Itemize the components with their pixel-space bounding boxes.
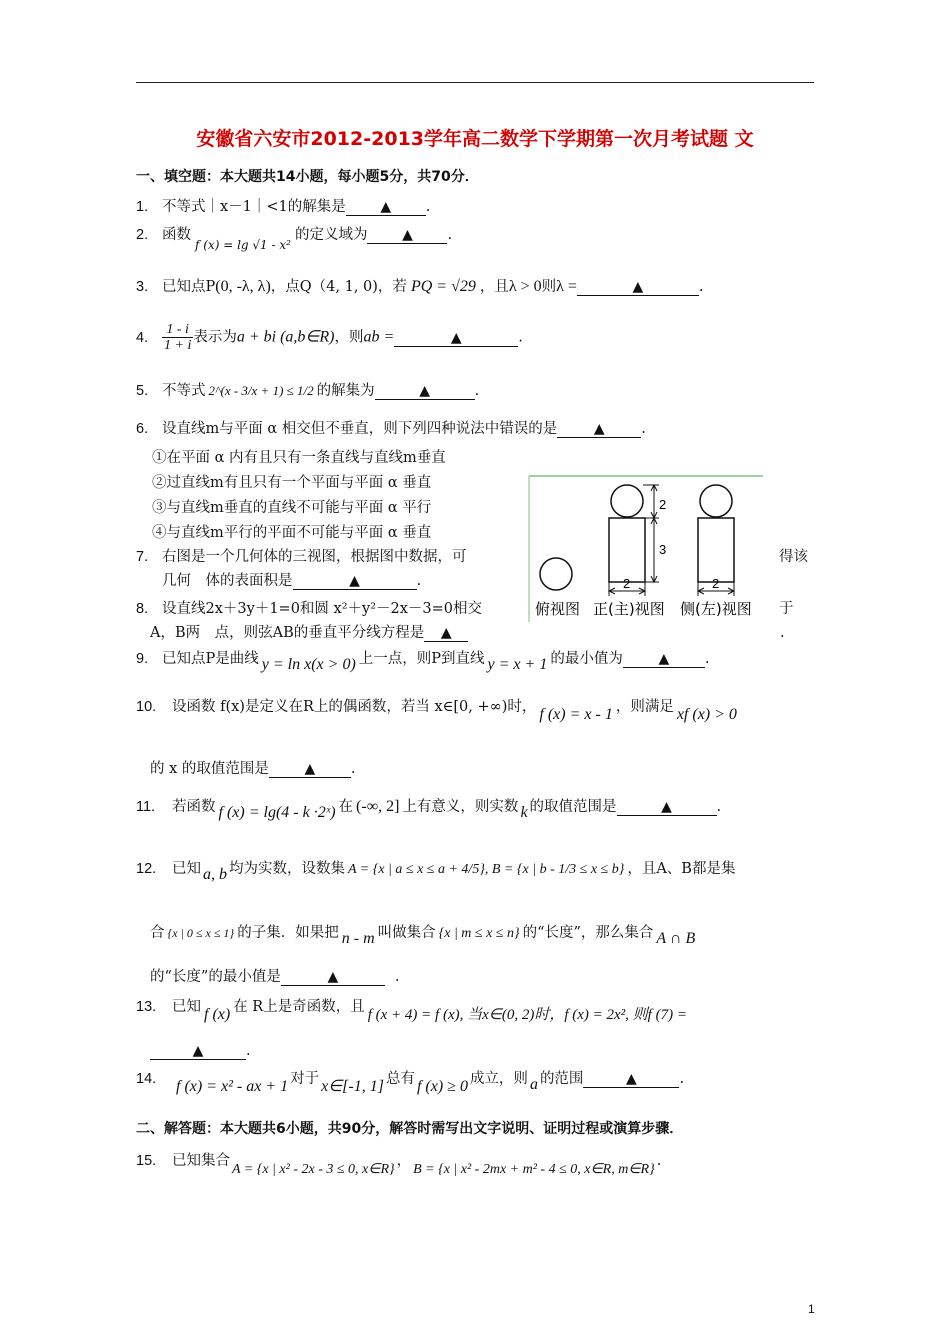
question-text: ，则 <box>334 329 364 346</box>
question-end: . <box>698 279 704 295</box>
formula: A ∩ B <box>656 930 696 947</box>
question-number: 6. <box>136 421 149 437</box>
three-view-drawing <box>527 474 765 624</box>
formula: f (x) = lg(4 - k ·2ˣ) <box>218 804 336 821</box>
question-number: 13. <box>136 999 157 1015</box>
answer-blank: ▲ <box>583 1071 679 1088</box>
answer-blank: ▲ <box>281 969 385 986</box>
question-text: ，则满足 <box>615 699 674 715</box>
question-text: ， <box>396 1153 412 1169</box>
answer-blank: ▲ <box>424 625 468 642</box>
question-number: 15. <box>136 1153 157 1169</box>
formula: (0, -λ, λ) <box>215 278 271 295</box>
formula: {x | 0 ≤ x ≤ 1} <box>167 926 235 940</box>
question-text: 不等式｜x－1｜<1的解集是 <box>162 199 346 215</box>
formula: f (x) ≥ 0 <box>416 1078 468 1095</box>
question-text: 不等式 <box>162 383 206 399</box>
question-number: 10. <box>136 699 157 715</box>
question-8-line2 <box>150 622 830 644</box>
question-12-line3 <box>150 966 830 988</box>
question-end: . <box>416 573 422 589</box>
page-number: 1 <box>808 1302 815 1316</box>
question-end: . <box>656 1153 662 1169</box>
question-text: 右图是一个几何体的三视图，根据图中数据，可 <box>162 549 467 565</box>
question-text: 的 x 的取值范围是 <box>150 761 269 777</box>
option-4: ④与直线m平行的平面不可能与平面 α 垂直 <box>152 525 432 541</box>
question-5 <box>136 380 816 402</box>
question-number: 14. <box>136 1071 157 1087</box>
answer-blank: ▲ <box>150 1043 246 1060</box>
question-9 <box>136 648 816 673</box>
formula: f (x) <box>204 1006 231 1023</box>
formula: λ = <box>556 278 577 295</box>
question-12 <box>136 858 816 881</box>
formula: (-∞, 2] <box>356 798 400 815</box>
question-2 <box>136 224 816 252</box>
question-text: 则 <box>541 279 557 295</box>
formula: a + bi (a,b∈R) <box>236 328 335 346</box>
question-end: . <box>704 651 710 667</box>
formula: {x | m ≤ x ≤ n} <box>438 926 520 941</box>
question-text: 对于 <box>290 1071 320 1087</box>
question-text: ，点Q（4, 1, 0)，若 <box>270 279 407 295</box>
question-end: . <box>716 799 722 815</box>
label-side-view: 侧(左)视图 <box>680 600 752 618</box>
question-text: 在 <box>338 799 354 815</box>
question-text: 均为实数，设数集 <box>229 861 345 877</box>
formula: y = x + 1 <box>487 656 548 673</box>
dim-width-1: 2 <box>623 576 631 591</box>
label-front-view: 正(主)视图 <box>593 600 665 618</box>
question-number: 9. <box>136 651 149 667</box>
question-number: 2. <box>136 227 149 243</box>
dim-height-1: 2 <box>659 497 667 512</box>
answer-blank: ▲ <box>623 651 705 668</box>
answer-blank: ▲ <box>346 199 426 216</box>
answer-blank: ▲ <box>577 279 699 296</box>
front-view-circle <box>611 485 643 517</box>
formula: A = {x | a ≤ x ≤ a + 4/5}, B = {x | b - 1/3 ≤ x ≤ b} <box>348 862 625 877</box>
question-text: 已知集合 <box>172 1153 230 1169</box>
question-end: . <box>394 969 400 985</box>
formula: a <box>529 1076 538 1093</box>
formula: f (x + 4) = f (x), 当x∈(0, 2)时，f (x) = 2x², 则f (7) = <box>367 1007 687 1023</box>
three-view-figure <box>527 474 765 624</box>
question-text: 在 R上是奇函数，且 <box>233 999 365 1015</box>
question-8-line1 <box>136 598 516 620</box>
question-text: 设直线m与平面 α 相交但不垂直，则下列四种说法中错误的是 <box>162 421 558 437</box>
question-end: . <box>641 421 646 437</box>
formula: λ > 0 <box>508 278 542 295</box>
formula: a, b <box>203 866 227 883</box>
question-text: 已知点P是曲线 <box>162 651 259 667</box>
question-8-end: . <box>780 625 785 641</box>
answer-blank: ▲ <box>557 421 641 438</box>
formula: PQ = √29 <box>410 278 476 295</box>
top-rule <box>136 82 814 83</box>
question-text: 表示为 <box>193 329 237 346</box>
formula: A = {x | x² - 2x - 3 ≤ 0, x∈R} <box>232 1162 395 1177</box>
label-top-view: 俯视图 <box>535 600 581 618</box>
question-text: 设函数 f(x)是定义在R上的偶函数，若当 x∈[0, +∞)时， <box>172 699 537 715</box>
formula: f (x) = x - 1 <box>539 706 613 723</box>
question-text: 的子集．如果把 <box>237 925 339 941</box>
formula: f (x) = x² - ax + 1 <box>176 1078 289 1095</box>
question-text: 的“长度”，那么集合 <box>522 925 654 941</box>
question-10-line2 <box>150 758 830 780</box>
dim-height-2: 3 <box>659 542 667 557</box>
question-text: ，且A、B都是集 <box>627 861 736 877</box>
formula: f (x) = lg √1 - x² <box>195 238 291 252</box>
question-7-line2 <box>162 570 842 592</box>
question-text: A，B两 点，则弦AB的垂直平分线方程是 <box>150 625 425 641</box>
section-fill-in-header: 一、填空题：本大题共14小题，每小题5分，共70分． <box>136 169 479 185</box>
question-7-tail: 得该 <box>779 549 808 565</box>
question-text: 的范围 <box>539 1071 584 1087</box>
question-text: 上一点，则P到直线 <box>358 651 485 667</box>
question-number: 8. <box>136 601 149 617</box>
question-3 <box>136 276 816 298</box>
question-text: 设直线2x＋3y＋1=0和圆 x²＋y²－2x－3=0相交 <box>162 601 483 617</box>
question-number: 1. <box>136 199 149 215</box>
question-13 <box>136 996 816 1023</box>
question-1 <box>136 196 816 218</box>
question-number: 12. <box>136 861 157 877</box>
option-2: ②过直线m有且只有一个平面与平面 α 垂直 <box>152 475 432 491</box>
question-number: 11. <box>136 799 156 815</box>
question-text: 的取值范围是 <box>529 799 617 815</box>
section-answer-header: 二、解答题：本大题共6小题，共90分，解答时需写出文字说明、证明过程或演算步骤． <box>136 1121 684 1137</box>
answer-blank: ▲ <box>269 761 351 778</box>
question-text: 若函数 <box>172 799 216 815</box>
dim-width-2: 2 <box>712 576 720 591</box>
question-number: 5. <box>136 383 149 399</box>
question-text: 的“长度”的最小值是 <box>150 969 281 985</box>
side-view-circle <box>700 485 732 517</box>
question-end: . <box>425 199 431 215</box>
question-text: 几何 体的表面积是 <box>162 573 293 589</box>
question-text: 函数 <box>162 227 191 243</box>
formula: k <box>520 804 528 821</box>
answer-blank: ▲ <box>394 330 518 347</box>
formula: 2^(x - 3/x + 1) ≤ 1/2 <box>208 383 314 398</box>
answer-blank: ▲ <box>293 573 417 590</box>
question-text: 总有 <box>385 1071 415 1087</box>
question-text: 的定义域为 <box>294 227 368 243</box>
question-text: 成立，则 <box>469 1071 528 1087</box>
formula: xf (x) > 0 <box>676 706 737 723</box>
question-11 <box>136 796 816 821</box>
question-text: 的解集为 <box>316 383 375 399</box>
question-text: 上有意义，则实数 <box>402 799 519 815</box>
formula: ab = <box>363 328 395 346</box>
answer-blank: ▲ <box>375 383 475 400</box>
question-number: 7. <box>136 549 149 565</box>
question-end: . <box>474 383 480 399</box>
fraction: $\frac{1 - i}{1 + i}$ <box>164 322 192 353</box>
option-3: ③与直线m垂直的直线不可能与平面 α 平行 <box>152 500 432 516</box>
formula: n - m <box>341 930 375 947</box>
formula: x∈[-1, 1] <box>321 1078 384 1095</box>
question-end: . <box>246 1043 251 1059</box>
question-text: 已知点P <box>162 279 216 295</box>
question-10 <box>136 696 816 723</box>
formula: y = ln x(x > 0) <box>261 656 356 673</box>
question-text: 已知 <box>172 999 201 1015</box>
question-13-line2 <box>150 1040 830 1062</box>
question-text: 的最小值为 <box>550 651 623 667</box>
question-4 <box>136 322 816 353</box>
question-8-tail: 于 <box>779 601 794 617</box>
answer-blank: ▲ <box>617 799 717 816</box>
question-12-line2 <box>150 922 830 945</box>
question-text: ，且 <box>479 279 509 295</box>
question-end: . <box>350 761 356 777</box>
question-6 <box>136 418 816 440</box>
question-7-line1 <box>136 546 516 568</box>
question-number: 3. <box>136 279 149 295</box>
page-title: 安徽省六安市2012-2013学年高二数学下学期第一次月考试题 文 <box>196 128 754 150</box>
question-15 <box>136 1150 816 1177</box>
question-text: 已知 <box>172 861 201 877</box>
question-text: 叫做集合 <box>377 925 436 941</box>
question-text: 合 <box>150 925 165 941</box>
formula: B = {x | x² - 2mx + m² - 4 ≤ 0, x∈R, m∈R} <box>413 1162 655 1177</box>
question-14 <box>136 1068 816 1095</box>
option-1: ①在平面 α 内有且只有一条直线与直线m垂直 <box>152 450 446 466</box>
question-end: . <box>447 227 453 243</box>
question-number: 4. <box>136 329 149 346</box>
answer-blank: ▲ <box>367 227 447 244</box>
question-end: . <box>679 1071 685 1087</box>
question-end: . <box>518 329 523 346</box>
